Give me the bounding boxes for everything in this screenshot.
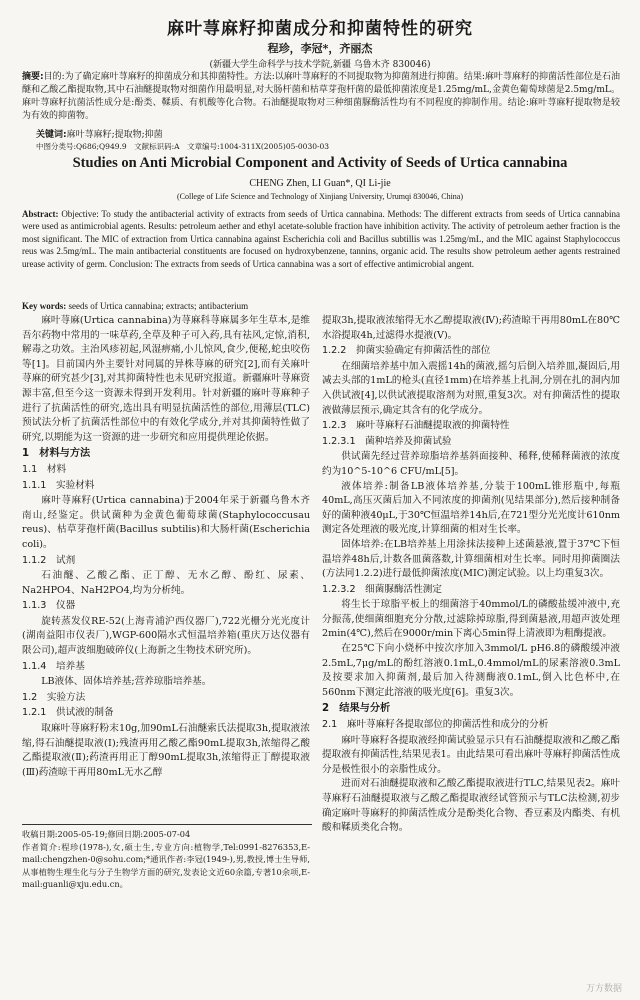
footnote-divider xyxy=(22,824,312,825)
keywords-cn xyxy=(36,127,163,140)
subsection-heading: 1.2.3 麻叶荨麻籽石油醚提取液的抑菌特性 xyxy=(322,420,510,432)
body-paragraph: 供试菌先经过营养琼脂培养基斜面接种、稀释,使稀释菌液的浓度约为10^5-10^6 CFU/mL[5]。 xyxy=(322,451,620,477)
body-column-left xyxy=(22,314,310,780)
body-paragraph: 在25℃下向小烧杯中按次序加入3mmol/L pH6.8的磷酸缓冲液2.5mL,7μg/mL的酚红溶液0.1mL,0.4mmol/mL的尿素溶液0.3mL及按要求加入抑菌剂,最后加入待测酶液0.1mL,倒入比色杯中,在560nm下测定此溶液的吸光度[6]。重复3次。 xyxy=(322,643,620,698)
body-paragraph: 液体培养:制备LB液体培养基,分装于100mL锥形瓶中,每瓶40mL,高压灭菌后加入不同浓度的抑菌剂(见结果部分),然后接种制备好的菌种液40μL,于30℃恒温培养14h后,在721型分光光度计610nm测定各处理液的吸光度,计算细菌的相对生长率。 xyxy=(322,480,620,536)
keywords-en xyxy=(22,301,248,311)
subsection-heading: 1.2.2 抑菌实验确定有抑菌活性的部位 xyxy=(322,345,491,357)
subsection-heading: 1.1.3 仪器 xyxy=(22,600,76,612)
keywords-cn-text: 麻叶荨麻籽;提取物;抑菌 xyxy=(66,130,163,140)
abstract-cn xyxy=(22,71,620,123)
subsection-heading: 2.1 麻叶荨麻籽各提取部位的抑菌活性和成分的分析 xyxy=(322,719,549,731)
body-column-right xyxy=(322,314,620,836)
title-cn: 麻叶荨麻籽抑菌成分和抑菌特性的研究 xyxy=(167,19,473,39)
section-heading: 1 材料与方法 xyxy=(22,448,91,460)
keywords-cn-label: 关键词: xyxy=(36,130,67,140)
body-paragraph: 在细菌培养基中加入震摇14h的菌液,摇匀后倒入培养皿,凝固后,用减去头部的1mL的枪头(直径1mm)在培养基上扎洞,分别在扎的洞内加入供试液[4],以供试液提取溶剂为对照,重复3次。对有抑菌活性的提取液做薄层预示,确定其含有的化学成分。 xyxy=(322,360,620,416)
body-paragraph: 将生长于琼脂平板上的细菌溶于40mmol/L的磷酸盐缓冲液中,充分振荡,使细菌细胞充分分散,过滤除掉琼脂,得到菌悬液,用超声波处理2min(4℃),然后在9000r/min下离心5min得上清液即为粗酶提液。 xyxy=(322,599,620,640)
abstract-cn-text: 目的:为了确定麻叶荨麻籽的抑菌成分和其抑菌特性。方法:以麻叶荨麻籽的不同提取物为抑菌剂进行抑菌。结果:麻叶荨麻籽的抑菌活性部位是石油醚和乙酸乙酯提取物,其中石油醚提取物对细菌作用最明显,对大肠杆菌和枯草芽孢杆菌的最低抑菌浓度是1.25mg/mL,金黄色葡萄球菌是2.5mg/mL。麻叶荨麻籽抗菌活性成分是:酚类、鞣质、有机酸等化合物。石油醚提取物对三种细菌脲酶活性均有不同程度的抑制作用。结论:麻叶荨麻籽提取物是较为有效的抑菌物。 xyxy=(22,72,620,121)
affiliation-en: (College of Life Science and Technology of Xinjiang University, Urumqi 830046, China) xyxy=(176,192,464,201)
subsection-heading: 1.2.1 供试液的制备 xyxy=(22,707,114,719)
subsection-heading: 1.2.3.2 细菌脲酶活性测定 xyxy=(322,583,442,595)
title-en: Studies on Anti Microbial Component and Activity of Seeds of Urtica cannabina xyxy=(72,155,568,171)
abstract-en xyxy=(22,208,620,270)
keywords-en-text: seeds of Urtica cannabina; extracts; antibacterium xyxy=(68,301,249,311)
subsection-heading: 1.1.2 试剂 xyxy=(22,554,76,566)
body-paragraph: LB液体、固体培养基;营养琼脂培养基。 xyxy=(41,676,212,688)
body-paragraph: 麻叶荨麻籽(Urtica cannabina)于2004年采于新疆乌鲁木齐南山,经鉴定。供试菌种为金黄色葡萄球菌(Staphylococcusau reus)、枯草芽孢杆菌(Bacillus subtilis)和大肠杆菌(Escherichia coli)。 xyxy=(22,495,310,550)
abstract-en-label: Abstract: xyxy=(22,209,59,219)
authors-cn: 程珍，李冠*，齐丽杰 xyxy=(267,42,373,55)
subsection-heading: 1.2 实验方法 xyxy=(22,691,86,703)
keywords-en-label: Key words: xyxy=(22,301,67,311)
subsection-heading: 1.1.1 实验材料 xyxy=(22,479,95,491)
footnote xyxy=(22,828,310,891)
subsection-heading: 1.2.3.1 菌种培养及抑菌试验 xyxy=(322,435,452,447)
abstract-cn-label: 摘要: xyxy=(22,72,44,82)
affiliation-cn: (新疆大学生命科学与技术学院,新疆 乌鲁木齐 830046) xyxy=(209,60,431,70)
author-bio: 作者简介:程珍(1978-),女,硕士生,专业方向:植物学,Tel:0991-8276353,E-mail:chengzhen-0@sohu.com;*通讯作者:李冠(1949-),男,教授,博士生导师,从事植物生理生化与分子生物学方面的研究,发表论文近60余篇,专著10余项,E-mail:guanli@xju.edu.cn。 xyxy=(22,841,310,890)
received-date: 收稿日期:2005-05-19;修回日期:2005-07-04 xyxy=(22,829,191,839)
body-paragraph: 固体培养:在LB培养基上用涂抹法接种上述菌悬液,置于37℃下恒温培养48h后,计数各皿菌落数,计算细菌相对生长率。同时用抑菌圈法(方法同1.2.2)进行最低抑菌浓度(MIC)测定试验。以上均重复3次。 xyxy=(322,538,620,580)
subsection-heading: 1.1.4 培养基 xyxy=(22,660,85,672)
subsection-heading: 1.1 材料 xyxy=(22,463,67,475)
body-paragraph: 取麻叶荨麻籽粉末10g,加90mL石油醚索氏法提取3h,提取液浓缩,得石油醚提取液(Ⅰ);残渣再用乙酸乙酯90mL提取3h,浓缩得乙酸乙酯提取液(Ⅱ);药渣再用正丁醇90mL提取3h,浓缩得正丁醇提取液(Ⅲ)药渣晾干再用80mL无水乙醇 xyxy=(22,723,310,778)
body-paragraph: 旋转蒸发仪RE-52(上海青浦沪西仪器厂),722光栅分光光度计(湖南益阳市仪表厂),WGP-600隔水式恒温培养箱(重庆万达仪器有限公司),超声波细胞破碎仪(上海新之生物技术研究所)。 xyxy=(22,615,310,657)
section-heading: 2 结果与分析 xyxy=(322,703,391,715)
authors-en: CHENG Zhen, LI Guan*, QI Li-jie xyxy=(249,178,391,189)
body-paragraph: 麻叶荨麻籽各提取液经抑菌试验显示只有石油醚提取液和乙酸乙酯提取液有抑菌活性,结果见表1。由此结果可看出麻叶荨麻籽抑菌活性成分是极性很小的亲脂性成分。 xyxy=(322,734,620,775)
classification-meta: 中图分类号:Q686;Q949.9 文献标识码:A 文章编号:1004-311X(2005)05-0030-03 xyxy=(36,142,330,151)
watermark: 万方数据 xyxy=(585,984,622,994)
body-paragraph: 提取3h,提取液浓缩得无水乙醇提取液(Ⅳ);药渣晾干再用80mL在80℃水浴提取4h,过滤得水提液(Ⅴ)。 xyxy=(322,315,620,341)
abstract-en-text: Objective: To study the antibacterial activity of extracts from seeds of Urtica cannabina. Methods: The different extracts from seeds of Urtica cannabina were used as antimicrobial agents. Results: petroleum aether and ethyl acetate-soluble fraction have inhibition activity. The activity of petroleum aether fraction is the most significant. The MIC of extraction from Urtica cannabina against Escherichia coli and Bacillus subtillis was 1.25mg/mL, and the MIC against Staphylococcus reus was 2.5mg/mL. The main antibacterial constituents are focused on hydroxybenzene, tannins, organic acid. The results show petroleum aether agents restrained urease activity of germ. Conclusion: The extracts from seeds of Urtica cannabina was a sort of effective antimicrobial angent. xyxy=(22,209,621,269)
intro-paragraph: 麻叶荨麻(Urtica cannabina)为荨麻科荨麻属多年生草本,是维吾尔药物中常用的一味草药,全草及种子可入药,具有祛风,定惊,消积,解毒之功效。主治风疹初起,风湿痹痛,小儿惊风,食少,便秘,蛇虫咬伤等[1]。目前国内外主要针对同属的异株荨麻的研究[2],而有关麻叶荨麻的研究甚少[3],对其抑菌特性也未见研究报道。新疆麻叶荨麻资源丰富,但至今这一资源未得到开发利用。针对新疆的麻叶荨麻种子进行了抗菌活性的研究,选出具有明显抗菌活性的部位,用薄层(TLC)预试法分析了抗菌活性部位中的有效化学成分,并对其抑菌特性做了研究,以期能为这一资源的进一步研究和应用提供理论依据。 xyxy=(22,315,310,443)
body-paragraph: 进而对石油醚提取液和乙酸乙酯提取液进行TLC,结果见表2。麻叶荨麻籽石油醚提取液与乙酸乙酯提取液经试管预示与TLC法检测,初步确定麻叶荨麻籽的抑菌活性成分是酚类化合物、香豆素及内酯类、有机酸和鞣质类化合物。 xyxy=(322,778,620,834)
body-paragraph: 石油醚、乙酸乙酯、正丁醇、无水乙醇、酚红、尿素、Na2HPO4、NaH2PO4,均为分析纯。 xyxy=(22,570,310,596)
